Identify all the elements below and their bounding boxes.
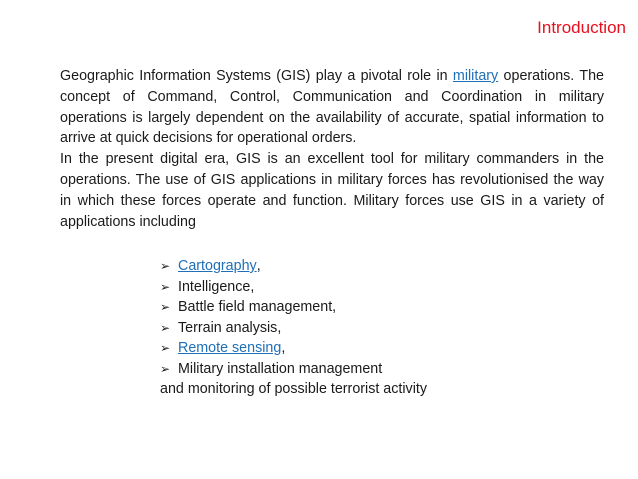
trailing-line: and monitoring of possible terrorist activity xyxy=(160,381,427,397)
list-item xyxy=(160,277,427,298)
arrow-bullet-icon: ➢ xyxy=(160,341,171,355)
list-item-text: Military installation management xyxy=(178,360,383,377)
arrow-bullet-icon: ➢ xyxy=(160,300,171,314)
paragraph-1-after: operations. The concept of Command, Control, Communication and Coordination in military operations is largely dependent on the availability of accurate, spatial information to arrive at quick decisions for operational orders. xyxy=(60,68,604,147)
arrow-bullet-icon: ➢ xyxy=(160,259,171,273)
paragraph-1-before: Geographic Information Systems (GIS) play a pivotal role in xyxy=(60,68,453,84)
list-item xyxy=(160,297,427,318)
list-item-text: , xyxy=(281,340,286,356)
list-item-text: Intelligence, xyxy=(178,278,255,295)
list-item xyxy=(160,318,427,339)
list-item-text: , xyxy=(256,258,261,274)
arrow-bullet-icon: ➢ xyxy=(160,361,171,376)
list-item xyxy=(160,256,427,277)
arrow-bullet-icon: ➢ xyxy=(160,320,171,335)
paragraph-1 xyxy=(60,66,604,149)
arrow-bullet-icon: ➢ xyxy=(160,279,171,294)
cartography-link[interactable]: Cartography xyxy=(178,258,257,274)
remote-sensing-link[interactable]: Remote sensing xyxy=(178,340,282,356)
paragraph-2: In the present digital era, GIS is an excellent tool for military commanders in the operations. The use of GIS applications in military forces has revolutionised the way in which these forces operate and function. Military forces use GIS in a variety of applications including xyxy=(60,151,604,230)
list-item-text: Terrain analysis, xyxy=(178,319,282,336)
applications-list xyxy=(160,256,427,400)
list-item xyxy=(160,359,427,380)
intro-text xyxy=(60,66,604,232)
list-item xyxy=(160,338,427,359)
list-item-text: Battle field management, xyxy=(178,299,337,315)
slide-title: Introduction xyxy=(537,18,626,37)
military-link[interactable]: military xyxy=(452,68,499,84)
